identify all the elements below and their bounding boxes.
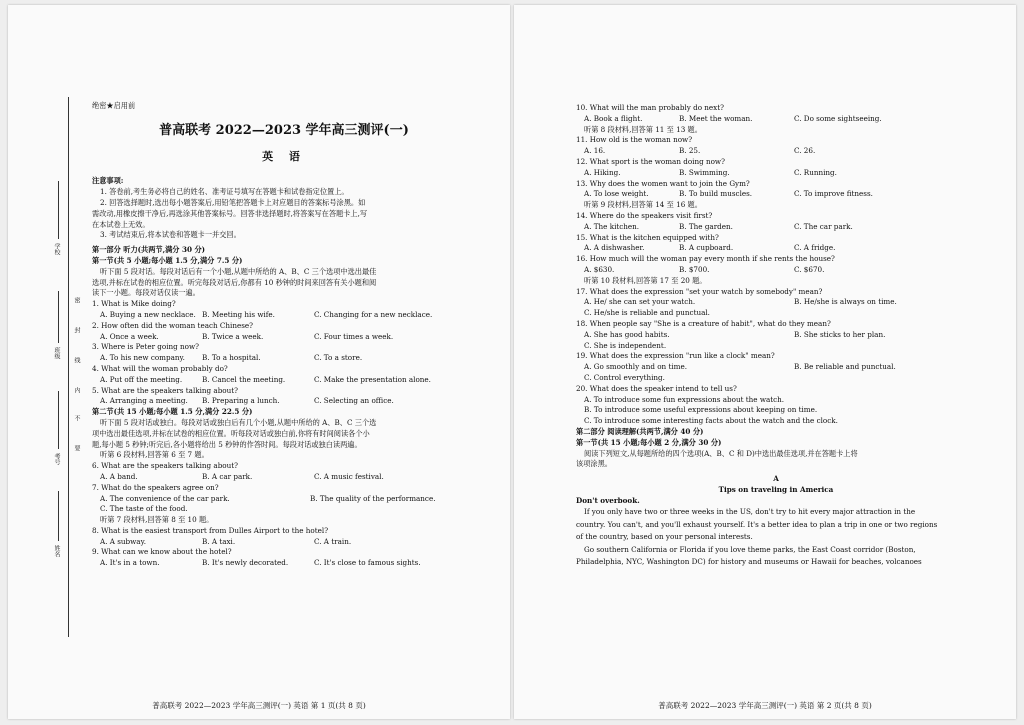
question-stem: 7. What do the speakers agree on? [92,482,219,492]
option-c[interactable]: C. Control everything. [584,372,665,382]
option-a[interactable]: A. Buying a new necklace. [100,309,196,319]
school-blank [58,181,59,239]
section2-intro: 项中选出最佳选项,并标在试卷的相应位置。听每段对话或独白前,你将有时间阅读各个小 [92,428,370,438]
option-a[interactable]: A. $630. [584,264,615,274]
question-options [576,297,976,308]
seal-char: 线 [73,357,80,363]
option-a[interactable]: A. The convenience of the car park. [100,493,230,503]
option-a[interactable]: A. To lose weight. [584,189,649,199]
option-c[interactable]: C. Changing for a new necklace. [314,309,433,319]
option-b[interactable]: B. She sticks to her plan. [794,329,886,339]
question-options [576,362,976,373]
option-c[interactable]: C. Four times a week. [314,331,394,341]
option-a[interactable]: A. Put off the meeting. [100,374,183,384]
option-b[interactable]: B. The garden. [679,221,733,231]
page2-content [576,103,976,569]
option-b[interactable]: B. Swimming. [679,167,730,177]
option-a[interactable]: A. It's in a town. [100,558,160,568]
side-label-school: 学校 [53,243,60,255]
question-stem: 2. How often did the woman teach Chinese? [92,320,254,330]
option-a[interactable]: A. A subway. [100,536,146,546]
question-stem: 14. Where do the speakers visit first? [576,210,713,220]
material-note: 听第 9 段材料,回答第 14 至 16 题。 [584,200,702,210]
question-options [92,472,476,483]
note-line: 3. 考试结束后,将本试卷和答题卡一并交回。 [100,230,241,240]
question-stem: 3. Where is Peter going now? [92,342,199,352]
note-line: 需改动,用橡皮擦干净后,再选涂其他答案标号。回答非选择题时,将答案写在答题卡上,写 [92,208,368,218]
option-c[interactable]: C. He/she is reliable and punctual. [584,308,710,318]
option-a[interactable]: A. 16. [584,146,606,156]
section2-intro: 听下面 5 段对话或独白。每段对话或独白后有几个小题,从题中所给的 A、B、C 三个选 [100,417,377,427]
option-b[interactable]: B. $700. [679,264,710,274]
option-a[interactable]: A. To introduce some fun expressions about the watch. [584,394,785,404]
option-c[interactable]: C. $670. [794,264,825,274]
option-a[interactable]: A. Go smoothly and on time. [584,362,688,372]
option-c[interactable]: C. A train. [314,536,352,546]
option-a[interactable]: A. A band. [100,471,138,481]
question-stem: 20. What does the speaker intend to tell us? [576,383,737,393]
option-b[interactable]: B. Preparing a lunch. [202,396,280,406]
material-note: 听第 7 段材料,回答第 8 至 10 题。 [100,515,214,525]
question-stem: 5. What are the speakers talking about? [92,385,239,395]
option-b[interactable]: B. It's newly decorated. [202,558,289,568]
exam-page-2 [514,5,1016,719]
passage-line: If you only have two or three weeks in the US, don't try to hit every major attraction in the [584,507,916,517]
question-stem: 4. What will the woman probably do? [92,363,228,373]
passage-line: of the country, based on your personal interests. [576,532,753,542]
option-a[interactable]: A. Arranging a meeting. [100,396,188,406]
question-options [576,265,976,276]
question-options [576,222,976,233]
option-b[interactable]: B. Cancel the meeting. [202,374,286,384]
option-b[interactable]: B. Twice a week. [202,331,264,341]
question-stem: 19. What does the expression "run like a clock" mean? [576,351,775,361]
question-stem: 9. What can we know about the hotel? [92,547,232,557]
option-b[interactable]: B. To a hospital. [202,353,261,363]
question-stem: 6. What are the speakers talking about? [92,461,239,471]
question-options [576,189,976,200]
question-options [576,168,976,179]
option-b[interactable]: B. 25. [679,146,701,156]
page-footer: 普高联考 2022—2023 学年高三测评(一) 英语 第 1 页(共 8 页) [152,701,366,710]
option-c[interactable]: C. Selecting an office. [314,396,394,406]
option-b[interactable]: B. Meeting his wife. [202,309,275,319]
section1-intro: 选项,并标在试卷的相应位置。听完每段对话后,你都有 10 秒钟的时间来回答有关小题和阅 [92,277,377,287]
passage-line: Go southern California or Florida if you love theme parks, the East Coast corridor (Boston, [584,544,916,554]
option-a[interactable]: A. The kitchen. [584,221,640,231]
option-a[interactable]: A. He/ she can set your watch. [584,297,696,307]
question-options [92,558,476,569]
side-label-name: 姓名 [53,545,60,557]
seal-char: 要 [73,445,80,451]
option-b[interactable]: B. He/she is always on time. [794,297,897,307]
note-line: 2. 回答选择题时,选出每小题答案后,用铅笔把答题卡上对应题目的答案标号涂黑。如 [100,197,366,207]
question-options [92,310,476,321]
material-note: 听第 6 段材料,回答第 6 至 7 题。 [100,450,209,460]
material-note: 听第 8 段材料,回答第 11 至 13 题。 [584,124,702,134]
seal-char: 封 [73,327,80,333]
question-stem: 10. What will the man probably do next? [576,103,724,112]
page1-content [92,101,476,569]
material-note: 听第 10 段材料,回答第 17 至 20 题。 [584,275,707,285]
option-b[interactable]: B. Meet the woman. [679,113,753,123]
option-b[interactable]: B. A car park. [202,471,253,481]
notes-title: 注意事项: [92,176,124,186]
option-b[interactable]: B. To introduce some useful expressions about keeping on time. [584,405,818,415]
question-options [576,114,976,125]
note-line: 在本试卷上无效。 [92,219,150,229]
option-c[interactable]: C. The car park. [794,221,853,231]
question-stem: 1. What is Mike doing? [92,299,176,309]
question-options [92,375,476,386]
binding-line [68,97,69,637]
option-c[interactable]: C. She is independent. [584,340,667,350]
option-c[interactable]: C. 26. [794,146,816,156]
option-c[interactable]: C. To a store. [314,353,363,363]
question-options [92,332,476,343]
option-a[interactable]: A. She has good habits. [584,329,670,339]
option-c[interactable]: C. To improve fitness. [794,189,873,199]
section2-title: 第二节(共 15 小题;每小题 1.5 分,满分 22.5 分) [92,407,253,417]
name-blank [58,491,59,541]
passage-title: Tips on traveling in America [718,484,834,494]
option-a[interactable]: A. Once a week. [100,331,159,341]
question-options [92,396,476,407]
option-b[interactable]: B. The quality of the performance. [310,493,436,503]
question-options [576,243,976,254]
exam-title: 普高联考 2022—2023 学年高三测评(一) [159,122,409,138]
question-options [576,146,976,157]
subject-title: 英 语 [262,149,306,163]
question-options [92,537,476,548]
option-c[interactable]: C. To introduce some interesting facts about the watch and the clock. [584,416,838,426]
option-c[interactable]: C. It's close to famous sights. [314,558,421,568]
reading-intro: 阅读下列短文,从每题所给的四个选项(A、B、C 和 D)中选出最佳选项,并在答题卡上将 [584,448,858,458]
passage-line: country. You can't, and you'll exhaust yourself. It's a better idea to plan a trip in one or two regions [576,519,938,529]
passage-line: Philadelphia, NYC, Washington DC) for history and museums or Hawaii for beaches, volcanoes [576,557,922,567]
question-stem: 15. What is the kitchen equipped with? [576,232,719,242]
option-b[interactable]: B. A cupboard. [679,243,734,253]
option-b[interactable]: B. A taxi. [202,536,236,546]
question-options [92,353,476,364]
section1-title: 第一节(共 5 小题;每小题 1.5 分,满分 7.5 分) [92,255,243,265]
option-c[interactable]: C. A fridge. [794,243,836,253]
option-a[interactable]: A. A dishwasher. [584,243,645,253]
reading-section1-title: 第一节(共 15 小题;每小题 2 分,满分 30 分) [576,437,722,447]
option-a[interactable]: A. To his new company. [100,353,185,363]
question-stem: 16. How much will the woman pay every month if she rents the house? [576,254,835,264]
section1-intro: 读下一小题。每段对话仅读一遍。 [92,288,200,298]
note-line: 1. 答卷前,考生务必将自己的姓名、准考证号填写在答题卡和试卷指定位置上。 [100,187,349,197]
question-stem: 11. How old is the woman now? [576,135,693,145]
reading-intro: 该项涂黑。 [576,459,612,469]
part2-title: 第二部分 阅读理解(共两节,满分 40 分) [576,426,704,436]
section1-intro: 听下面 5 段对话。每段对话后有一个小题,从题中所给的 A、B、C 三个选项中选出最佳 [100,266,377,276]
question-stem: 18. When people say "She is a creature of habit", what do they mean? [576,318,831,328]
question-stem: 12. What sport is the woman doing now? [576,156,725,166]
class-blank [58,291,59,343]
passage-letter: A [773,474,779,484]
seal-char: 内 [73,387,80,393]
question-options [576,330,976,341]
option-b[interactable]: B. To build muscles. [679,189,753,199]
question-stem: 8. What is the easiest transport from Dulles Airport to the hotel? [92,525,329,535]
exam-no-blank [58,391,59,449]
side-label-exam-no: 考号 [53,453,60,465]
option-b[interactable]: B. Be reliable and punctual. [794,362,896,372]
secret-label: 绝密★启用前 [92,101,136,110]
part1-title: 第一部分 听力(共两节,满分 30 分) [92,245,206,255]
option-c[interactable]: C. The taste of the food. [100,504,188,514]
seal-char: 不 [73,415,80,421]
exam-page-1 [8,5,510,719]
question-stem: 17. What does the expression "set your watch by somebody" mean? [576,286,823,296]
question-options [92,494,476,505]
section2-intro: 题,每小题 5 秒钟;听完后,各小题将给出 5 秒钟的作答时间。每段对话或独白读两遍。 [92,439,362,449]
side-label-class: 班级 [53,347,60,359]
option-c[interactable]: C. Do some sightseeing. [794,113,882,123]
passage-subheading: Don't overbook. [576,495,640,505]
option-a[interactable]: A. Book a flight. [584,113,643,123]
option-c[interactable]: C. A music festival. [314,471,384,481]
page-footer: 普高联考 2022—2023 学年高三测评(一) 英语 第 2 页(共 8 页) [658,701,872,710]
option-c[interactable]: C. Make the presentation alone. [314,374,431,384]
seal-char: 密 [73,297,80,303]
option-a[interactable]: A. Hiking. [584,167,621,177]
option-c[interactable]: C. Running. [794,167,837,177]
question-stem: 13. Why does the women want to join the Gym? [576,178,750,188]
